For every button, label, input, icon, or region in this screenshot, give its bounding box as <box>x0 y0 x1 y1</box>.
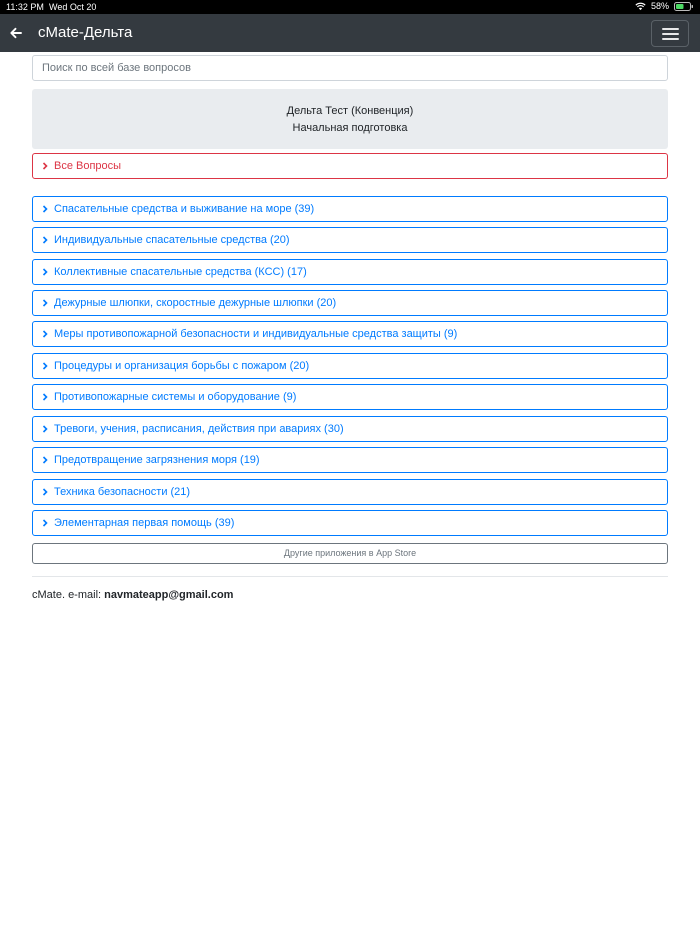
category-item[interactable] <box>32 227 668 253</box>
category-label: Коллективные спасательные средства (КСС) (17) <box>54 266 307 278</box>
all-questions-label: Все Вопросы <box>54 160 122 172</box>
chevron-right-icon <box>42 162 48 170</box>
chevron-right-icon <box>42 393 48 401</box>
all-questions-button[interactable] <box>32 153 668 179</box>
chevron-right-icon <box>42 456 48 464</box>
category-item[interactable] <box>32 196 668 222</box>
category-item[interactable] <box>32 479 668 505</box>
chevron-right-icon <box>42 425 48 433</box>
header-subtitle: Начальная подготовка <box>292 122 408 134</box>
category-label: Элементарная первая помощь (39) <box>54 517 235 529</box>
search-input[interactable] <box>32 55 668 81</box>
category-item[interactable] <box>32 510 668 536</box>
chevron-right-icon <box>42 488 48 496</box>
category-item[interactable] <box>32 290 668 316</box>
battery-icon <box>674 2 694 11</box>
category-label: Техника безопасности (21) <box>54 486 191 498</box>
category-label: Тревоги, учения, расписания, действия при авариях (30) <box>54 423 344 435</box>
footer-email[interactable]: navmateapp@gmail.com <box>104 589 234 601</box>
divider <box>32 576 668 577</box>
hamburger-line <box>662 28 679 30</box>
chevron-right-icon <box>42 268 48 276</box>
navbar <box>0 14 700 52</box>
category-item[interactable] <box>32 416 668 442</box>
status-bar <box>0 0 700 14</box>
footer <box>32 589 233 601</box>
hamburger-line <box>662 38 679 40</box>
category-item[interactable] <box>32 259 668 285</box>
category-item[interactable] <box>32 447 668 473</box>
category-label: Предотвращение загрязнения моря (19) <box>54 454 260 466</box>
hamburger-menu-button[interactable] <box>651 20 689 47</box>
header-title: Дельта Тест (Конвенция) <box>286 105 414 117</box>
chevron-right-icon <box>42 299 48 307</box>
category-label: Спасательные средства и выживание на море (39) <box>54 203 315 215</box>
chevron-right-icon <box>42 519 48 527</box>
arrow-left-icon[interactable] <box>9 26 23 40</box>
chevron-right-icon <box>42 205 48 213</box>
category-label: Меры противопожарной безопасности и индивидуальные средства защиты (9) <box>54 328 458 340</box>
category-label: Дежурные шлюпки, скоростные дежурные шлюпки (20) <box>54 297 337 309</box>
status-time: 11:32 PM <box>6 2 44 12</box>
chevron-right-icon <box>42 362 48 370</box>
category-item[interactable] <box>32 353 668 379</box>
category-item[interactable] <box>32 384 668 410</box>
chevron-right-icon <box>42 330 48 338</box>
category-label: Процедуры и организация борьбы с пожаром (20) <box>54 360 310 372</box>
category-label: Индивидуальные спасательные средства (20) <box>54 234 290 246</box>
battery-percent: 58% <box>650 1 669 11</box>
navbar-title: сMate-Дельта <box>38 24 133 41</box>
category-label: Противопожарные системы и оборудование (9) <box>54 391 297 403</box>
category-item[interactable] <box>32 321 668 347</box>
header-card <box>32 89 668 149</box>
appstore-button[interactable]: Другие приложения в App Store <box>32 543 668 564</box>
wifi-icon <box>635 1 646 11</box>
chevron-right-icon <box>42 236 48 244</box>
hamburger-line <box>662 33 679 35</box>
status-date: Wed Oct 20 <box>49 2 97 12</box>
status-right <box>635 1 694 11</box>
footer-prefix: сMate. e-mail: <box>32 589 105 601</box>
